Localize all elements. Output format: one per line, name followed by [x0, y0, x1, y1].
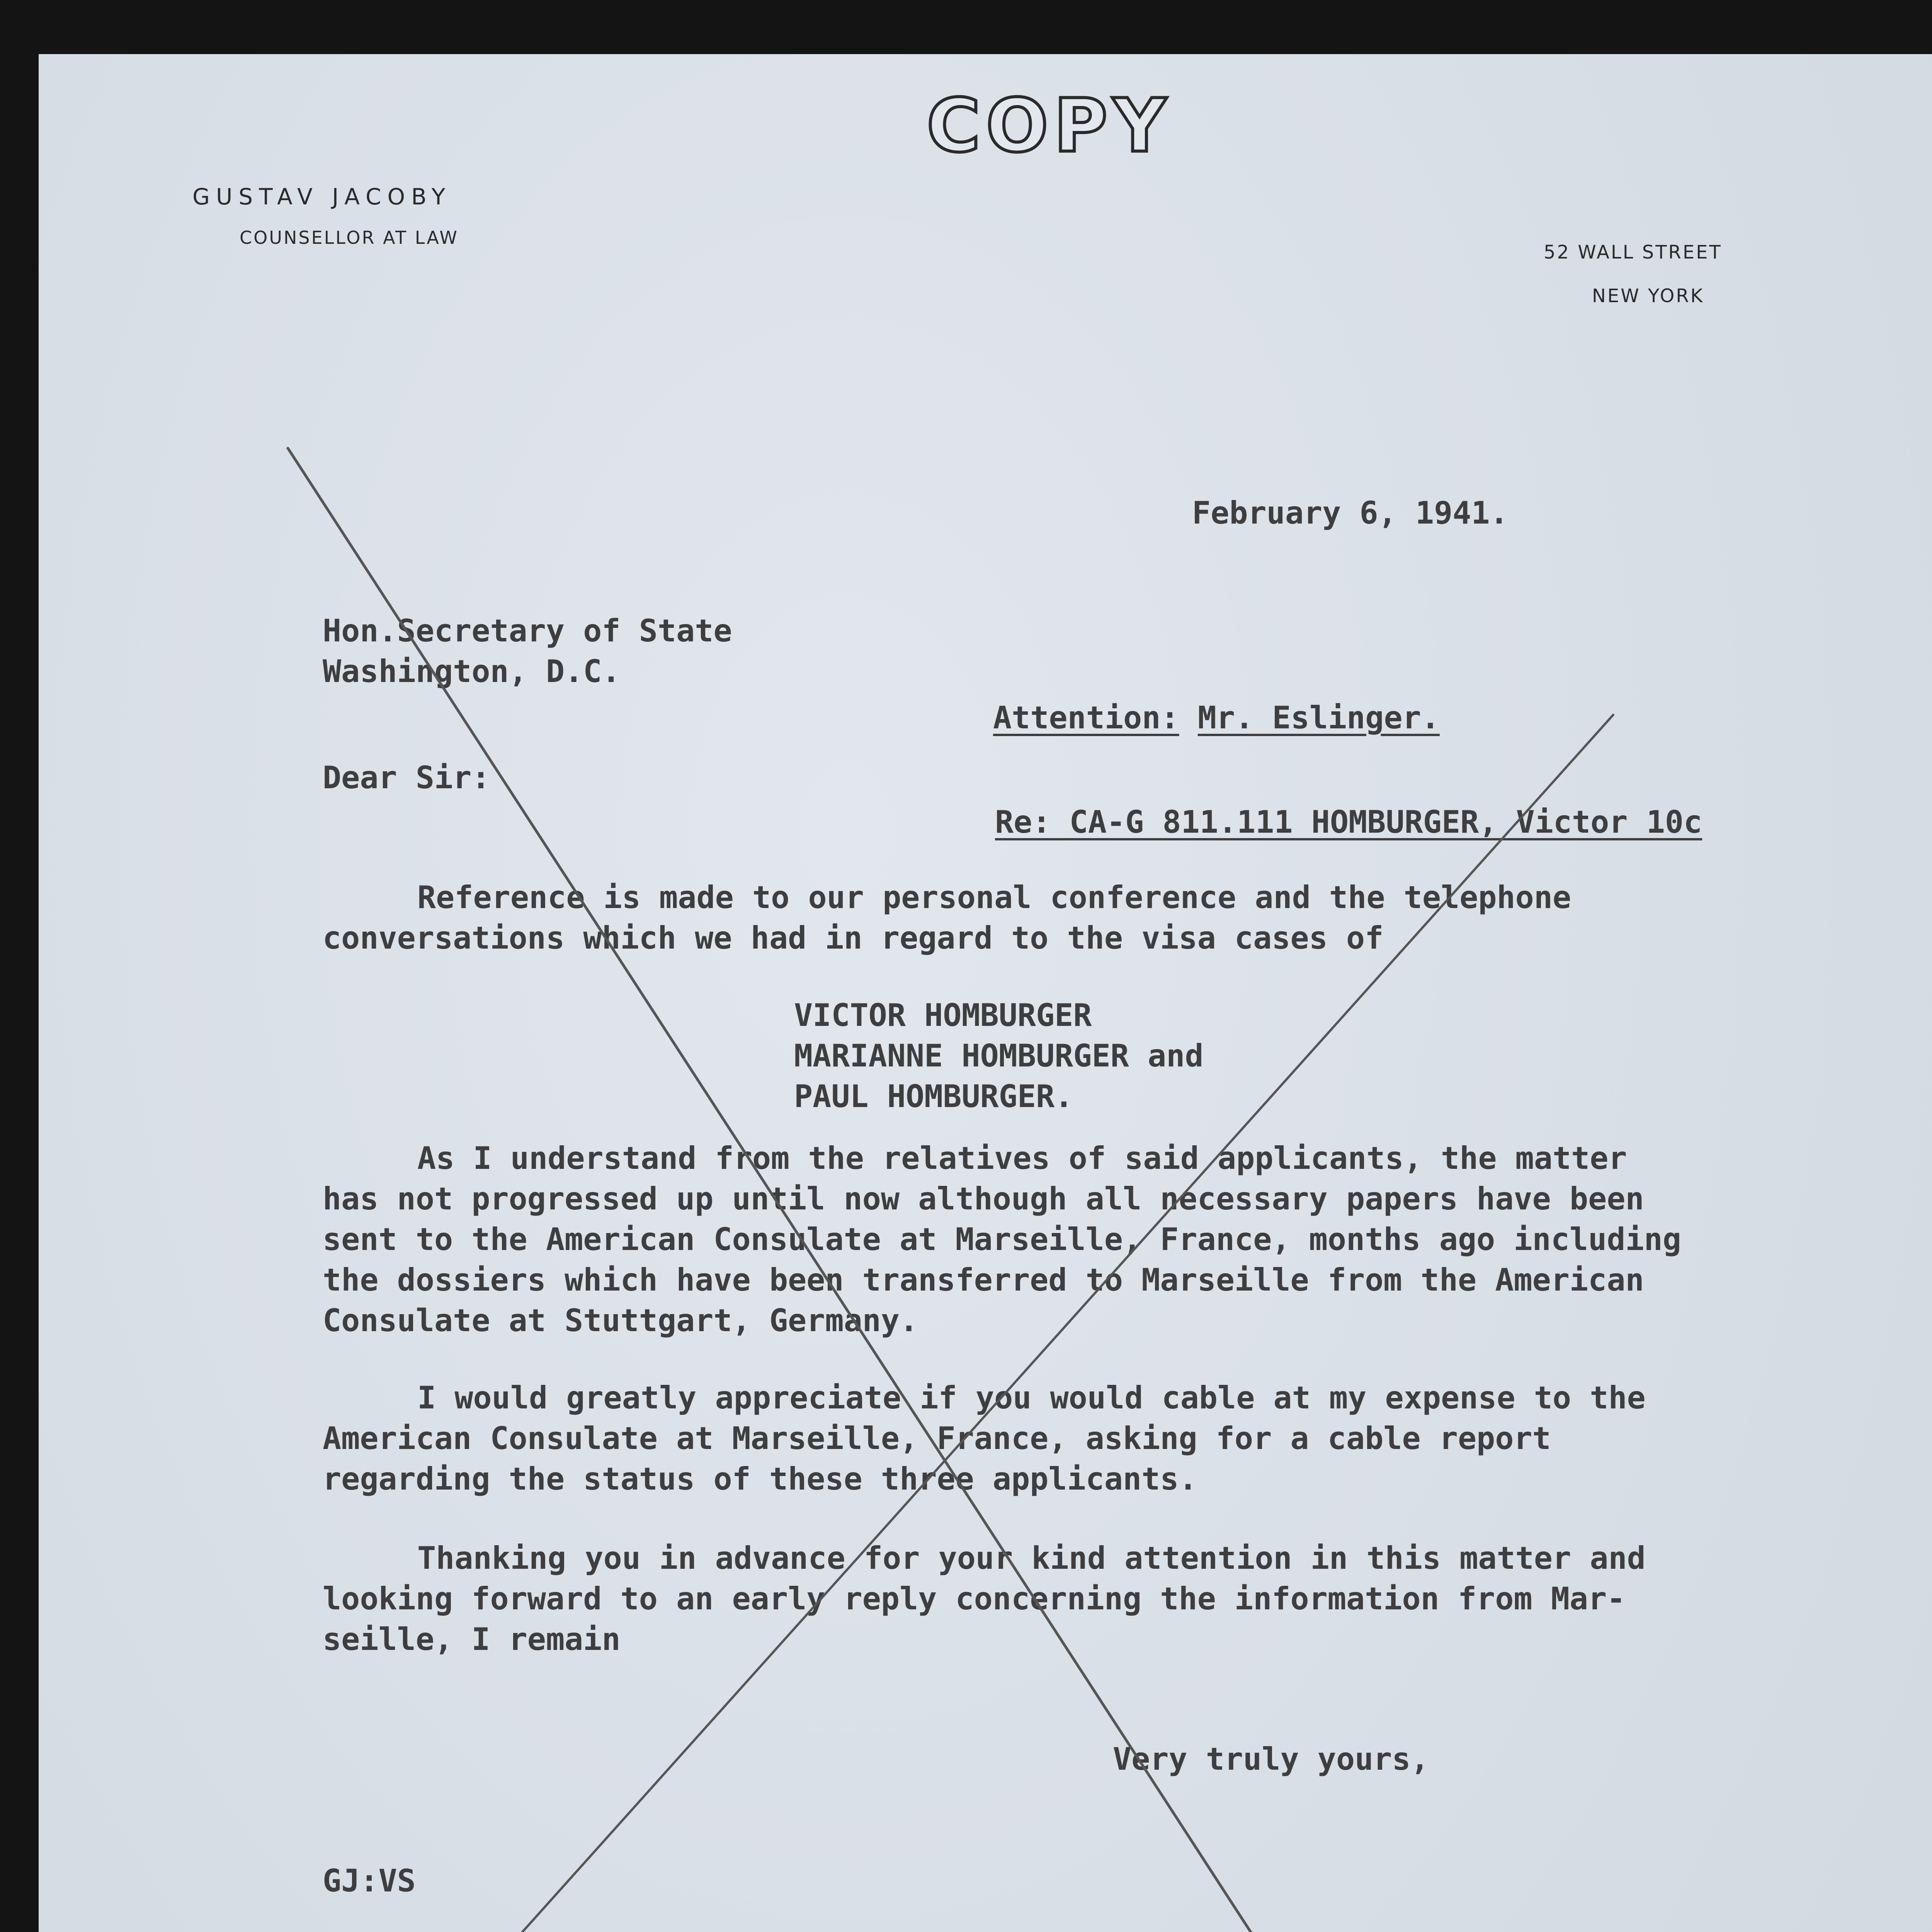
paragraph-line: sent to the American Consulate at Marseille, France, months ago including [323, 1221, 1681, 1257]
paragraph-line: regarding the status of these three applicants. [323, 1461, 1197, 1497]
letterhead-address-street: 52 WALL STREET [1544, 242, 1722, 263]
applicant-name: PAUL HOMBURGER. [794, 1078, 1073, 1114]
typist-initials: GJ:VS [323, 1863, 416, 1899]
complimentary-close: Very truly yours, [1113, 1741, 1429, 1777]
applicant-name: MARIANNE HOMBURGER and [794, 1038, 1204, 1074]
recipient-line: Hon.Secretary of State [323, 613, 732, 649]
cross-out-stroke [288, 448, 1605, 1932]
paragraph-line: Thanking you in advance for your kind attention in this matter and [417, 1540, 1646, 1576]
paragraph-line: looking forward to an early reply concerning the information from Mar- [323, 1581, 1626, 1617]
paragraph-line: Consulate at Stuttgart, Germany. [323, 1303, 918, 1338]
paragraph-line: American Consulate at Marseille, France, asking for a cable report [323, 1420, 1551, 1456]
paragraph-line: conversations which we had in regard to the visa cases of [323, 920, 1384, 956]
salutation: Dear Sir: [323, 760, 490, 796]
letter-date: February 6, 1941. [1192, 495, 1509, 531]
cross-out-stroke [328, 715, 1613, 1932]
letterhead-title: COUNSELLOR AT LAW [240, 227, 459, 248]
letterhead-address-city: NEW YORK [1592, 285, 1704, 307]
recipient-line: Washington, D.C. [323, 653, 621, 689]
copy-stamp: COPY [927, 83, 1172, 168]
paragraph-line: Reference is made to our personal conference and the telephone [417, 879, 1571, 915]
attention-name: Mr. Eslinger. [1197, 700, 1440, 736]
paragraph-line: seille, I remain [323, 1621, 621, 1657]
paragraph-line: As I understand from the relatives of said applicants, the matter [417, 1140, 1627, 1176]
paragraph-line: has not progressed up until now although all necessary papers have been [323, 1181, 1644, 1217]
applicant-name: VICTOR HOMBURGER [794, 997, 1092, 1033]
paragraph-line: the dossiers which have been transferred to Marseille from the American [323, 1262, 1644, 1298]
paragraph-line: I would greatly appreciate if you would cable at my expense to the [417, 1380, 1646, 1416]
attention-label: Attention: [993, 700, 1179, 736]
letterhead-name: GUSTAV JACOBY [192, 184, 452, 210]
reference-line: Re: CA-G 811.111 HOMBURGER, Victor 10c [995, 804, 1702, 840]
